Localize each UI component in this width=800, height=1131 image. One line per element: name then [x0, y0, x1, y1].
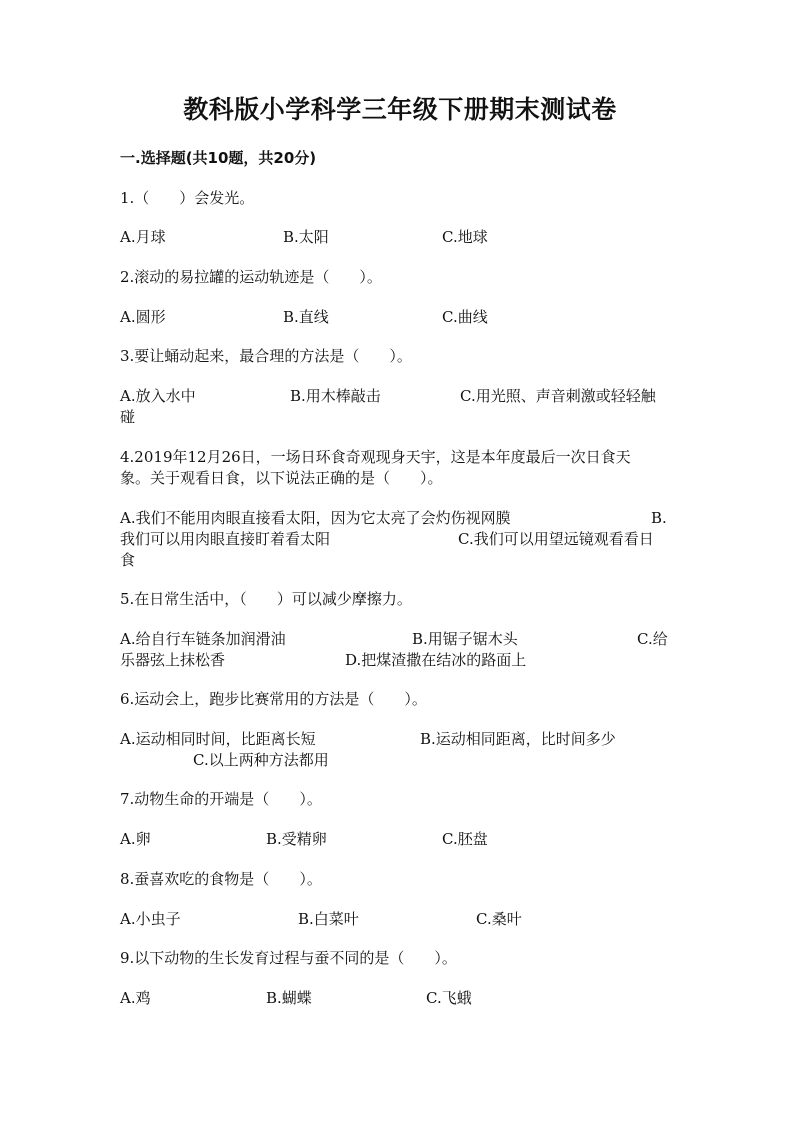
q2-option-a: A.圆形 [120, 308, 166, 326]
question-9-stem: 9.以下动物的生长发育过程与蚕不同的是（ ）。 [120, 949, 457, 967]
q7-option-c: C.胚盘 [442, 830, 488, 848]
q2-option-c: C.曲线 [442, 308, 488, 326]
question-8-stem: 8.蚕喜欢吃的食物是（ ）。 [120, 870, 322, 888]
q3-option-c-wrap: 碰 [120, 408, 136, 426]
q8-option-b: B.白菜叶 [298, 910, 359, 928]
question-1-stem: 1.（ ）会发光。 [120, 189, 255, 207]
q5-option-c: C.给 [637, 630, 668, 648]
q9-option-c: C.飞蛾 [426, 989, 472, 1007]
q5-option-b: B.用锯子锯木头 [412, 630, 518, 648]
q5-option-d: D.把煤渣撒在结冰的路面上 [345, 651, 527, 669]
q6-option-c: C.以上两种方法都用 [193, 751, 329, 769]
question-3-stem: 3.要让蛹动起来，最合理的方法是（ ）。 [120, 347, 412, 365]
q4-option-a: A.我们不能用肉眼直接看太阳，因为它太亮了会灼伤视网膜 [120, 509, 511, 527]
question-4-stem-line-1: 4.2019年12月26日，一场日环食奇观现身天宇，这是本年度最后一次日食天 [120, 448, 631, 466]
q6-option-a: A.运动相同时间，比距离长短 [120, 730, 316, 748]
q9-option-a: A.鸡 [120, 989, 151, 1007]
q1-option-b: B.太阳 [283, 228, 329, 246]
q3-option-a: A.放入水中 [120, 387, 196, 405]
section-heading: 一.选择题(共10题，共20分) [120, 149, 317, 167]
question-7-stem: 7.动物生命的开端是（ ）。 [120, 790, 322, 808]
question-2-stem: 2.滚动的易拉罐的运动轨迹是（ ）。 [120, 268, 382, 286]
q6-option-b: B.运动相同距离，比时间多少 [420, 730, 616, 748]
q3-option-c: C.用光照、声音刺激或轻轻触 [460, 387, 656, 405]
q2-option-b: B.直线 [283, 308, 329, 326]
q4-option-c: C.我们可以用望远镜观看看日 [458, 530, 654, 548]
question-4-stem-line-2: 象。关于观看日食，以下说法正确的是（ ）。 [120, 469, 443, 487]
q8-option-a: A.小虫子 [120, 910, 181, 928]
q4-option-c-wrap: 食 [120, 551, 136, 569]
question-5-stem: 5.在日常生活中，（ ）可以减少摩擦力。 [120, 590, 412, 608]
q5-option-c-wrap: 乐器弦上抹松香 [120, 651, 226, 669]
q1-option-a: A.月球 [120, 228, 166, 246]
q9-option-b: B.蝴蝶 [266, 989, 312, 1007]
question-6-stem: 6.运动会上，跑步比赛常用的方法是（ ）。 [120, 690, 427, 708]
q1-option-c: C.地球 [442, 228, 488, 246]
q7-option-b: B.受精卵 [266, 830, 327, 848]
q8-option-c: C.桑叶 [476, 910, 522, 928]
q4-option-b-text: 我们可以用肉眼直接盯着看太阳 [120, 530, 331, 548]
q7-option-a: A.卵 [120, 830, 151, 848]
q5-option-a: A.给自行车链条加润滑油 [120, 630, 286, 648]
q4-option-b-label: B. [651, 509, 667, 527]
page-title: 教科版小学科学三年级下册期末测试卷 [183, 95, 617, 124]
q3-option-b: B.用木棒敲击 [290, 387, 381, 405]
